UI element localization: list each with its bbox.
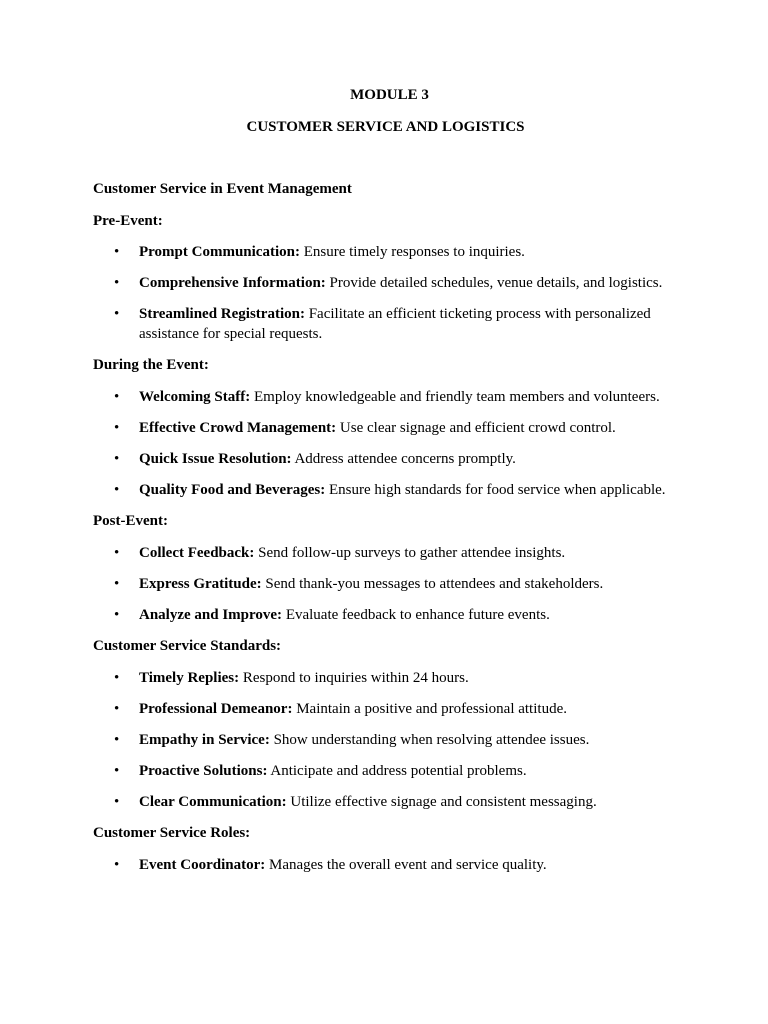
- section-during-event: [93, 356, 678, 500]
- list-item: [93, 793, 678, 813]
- item-term: Professional Demeanor:: [139, 700, 293, 717]
- module-title: MODULE 3: [350, 87, 429, 103]
- list-item: [93, 575, 678, 595]
- list-item: [93, 762, 678, 782]
- item-text: Evaluate feedback to enhance future events.: [282, 606, 550, 623]
- subsection-heading: Customer Service Roles:: [93, 825, 251, 841]
- list-item: [93, 388, 678, 408]
- module-subtitle: CUSTOMER SERVICE AND LOGISTICS: [246, 118, 525, 135]
- bullet-icon: •: [114, 388, 120, 405]
- bullet-icon: •: [114, 419, 120, 436]
- bullet-icon: •: [114, 731, 120, 748]
- list-item: [93, 731, 678, 751]
- item-term: Proactive Solutions:: [139, 762, 268, 779]
- item-term: Timely Replies:: [139, 669, 240, 686]
- bullet-icon: •: [114, 481, 120, 498]
- item-text: Send thank-you messages to attendees and stakeholders.: [261, 575, 604, 592]
- list-item: [93, 305, 678, 344]
- item-term: Welcoming Staff:: [139, 388, 251, 405]
- bullet-list: [93, 856, 678, 876]
- subsection-heading: During the Event:: [93, 357, 209, 373]
- bullet-icon: •: [114, 306, 120, 322]
- item-term: Streamlined Registration:: [139, 306, 305, 322]
- section-service-roles: [93, 824, 678, 875]
- document-body: [93, 86, 678, 875]
- item-term: Clear Communication:: [139, 793, 287, 810]
- list-item: [93, 450, 678, 470]
- item-text: Use clear signage and efficient crowd control.: [336, 419, 616, 436]
- item-term: Prompt Communication:: [139, 244, 300, 260]
- list-item: [93, 274, 678, 294]
- bullet-icon: •: [114, 275, 120, 291]
- item-text: Maintain a positive and professional attitude.: [292, 700, 567, 717]
- bullet-icon: •: [114, 793, 120, 810]
- list-item: [93, 669, 678, 689]
- bullet-icon: •: [114, 450, 120, 467]
- item-term: Analyze and Improve:: [139, 606, 283, 623]
- list-item: [93, 700, 678, 720]
- item-term: Effective Crowd Management:: [139, 419, 337, 436]
- bullet-list: [93, 243, 678, 344]
- list-item: [93, 606, 678, 626]
- section-service-standards: [93, 637, 678, 812]
- bullet-icon: •: [114, 669, 120, 686]
- list-item: [93, 856, 678, 876]
- bullet-icon: •: [114, 700, 120, 717]
- item-term: Empathy in Service:: [139, 731, 270, 748]
- item-term: Comprehensive Information:: [139, 275, 326, 291]
- item-text: Manages the overall event and service quality.: [265, 856, 547, 873]
- item-text: Send follow-up surveys to gather attendee insights.: [254, 544, 566, 561]
- item-term: Event Coordinator:: [139, 856, 266, 873]
- item-text: Provide detailed schedules, venue details, and logistics.: [325, 275, 663, 291]
- item-text: Show understanding when resolving attendee issues.: [269, 731, 590, 748]
- item-term: Collect Feedback:: [139, 544, 255, 561]
- bullet-icon: •: [114, 575, 120, 592]
- subsection-heading: Pre-Event:: [93, 212, 163, 229]
- subsection-heading: Customer Service Standards:: [93, 638, 282, 654]
- item-text: Ensure high standards for food service when applicable.: [325, 481, 666, 498]
- section-heading: Customer Service in Event Management: [93, 181, 352, 197]
- item-term: Quality Food and Beverages:: [139, 481, 326, 498]
- item-term: Quick Issue Resolution:: [139, 450, 292, 467]
- item-text: Facilitate an efficient ticketing process with personalized assistance for special requests.: [139, 306, 651, 342]
- bullet-icon: •: [114, 762, 120, 779]
- bullet-icon: •: [114, 606, 120, 623]
- bullet-list: [93, 544, 678, 626]
- list-item: [93, 544, 678, 564]
- section-post-event: [93, 512, 678, 625]
- list-item: [93, 419, 678, 439]
- subsection-heading: Post-Event:: [93, 513, 168, 529]
- bullet-icon: •: [114, 856, 120, 873]
- item-term: Express Gratitude:: [139, 575, 262, 592]
- section-pre-event: [93, 212, 678, 345]
- bullet-icon: •: [114, 244, 120, 260]
- item-text: Utilize effective signage and consistent messaging.: [286, 793, 597, 810]
- list-item: [93, 243, 678, 263]
- item-text: Address attendee concerns promptly.: [291, 450, 516, 467]
- item-text: Ensure timely responses to inquiries.: [299, 244, 525, 260]
- item-text: Anticipate and address potential problems.: [267, 762, 527, 779]
- bullet-list: [93, 669, 678, 813]
- item-text: Respond to inquiries within 24 hours.: [239, 669, 469, 686]
- bullet-list: [93, 388, 678, 501]
- bullet-icon: •: [114, 544, 120, 561]
- list-item: [93, 481, 678, 501]
- item-text: Employ knowledgeable and friendly team members and volunteers.: [250, 388, 660, 405]
